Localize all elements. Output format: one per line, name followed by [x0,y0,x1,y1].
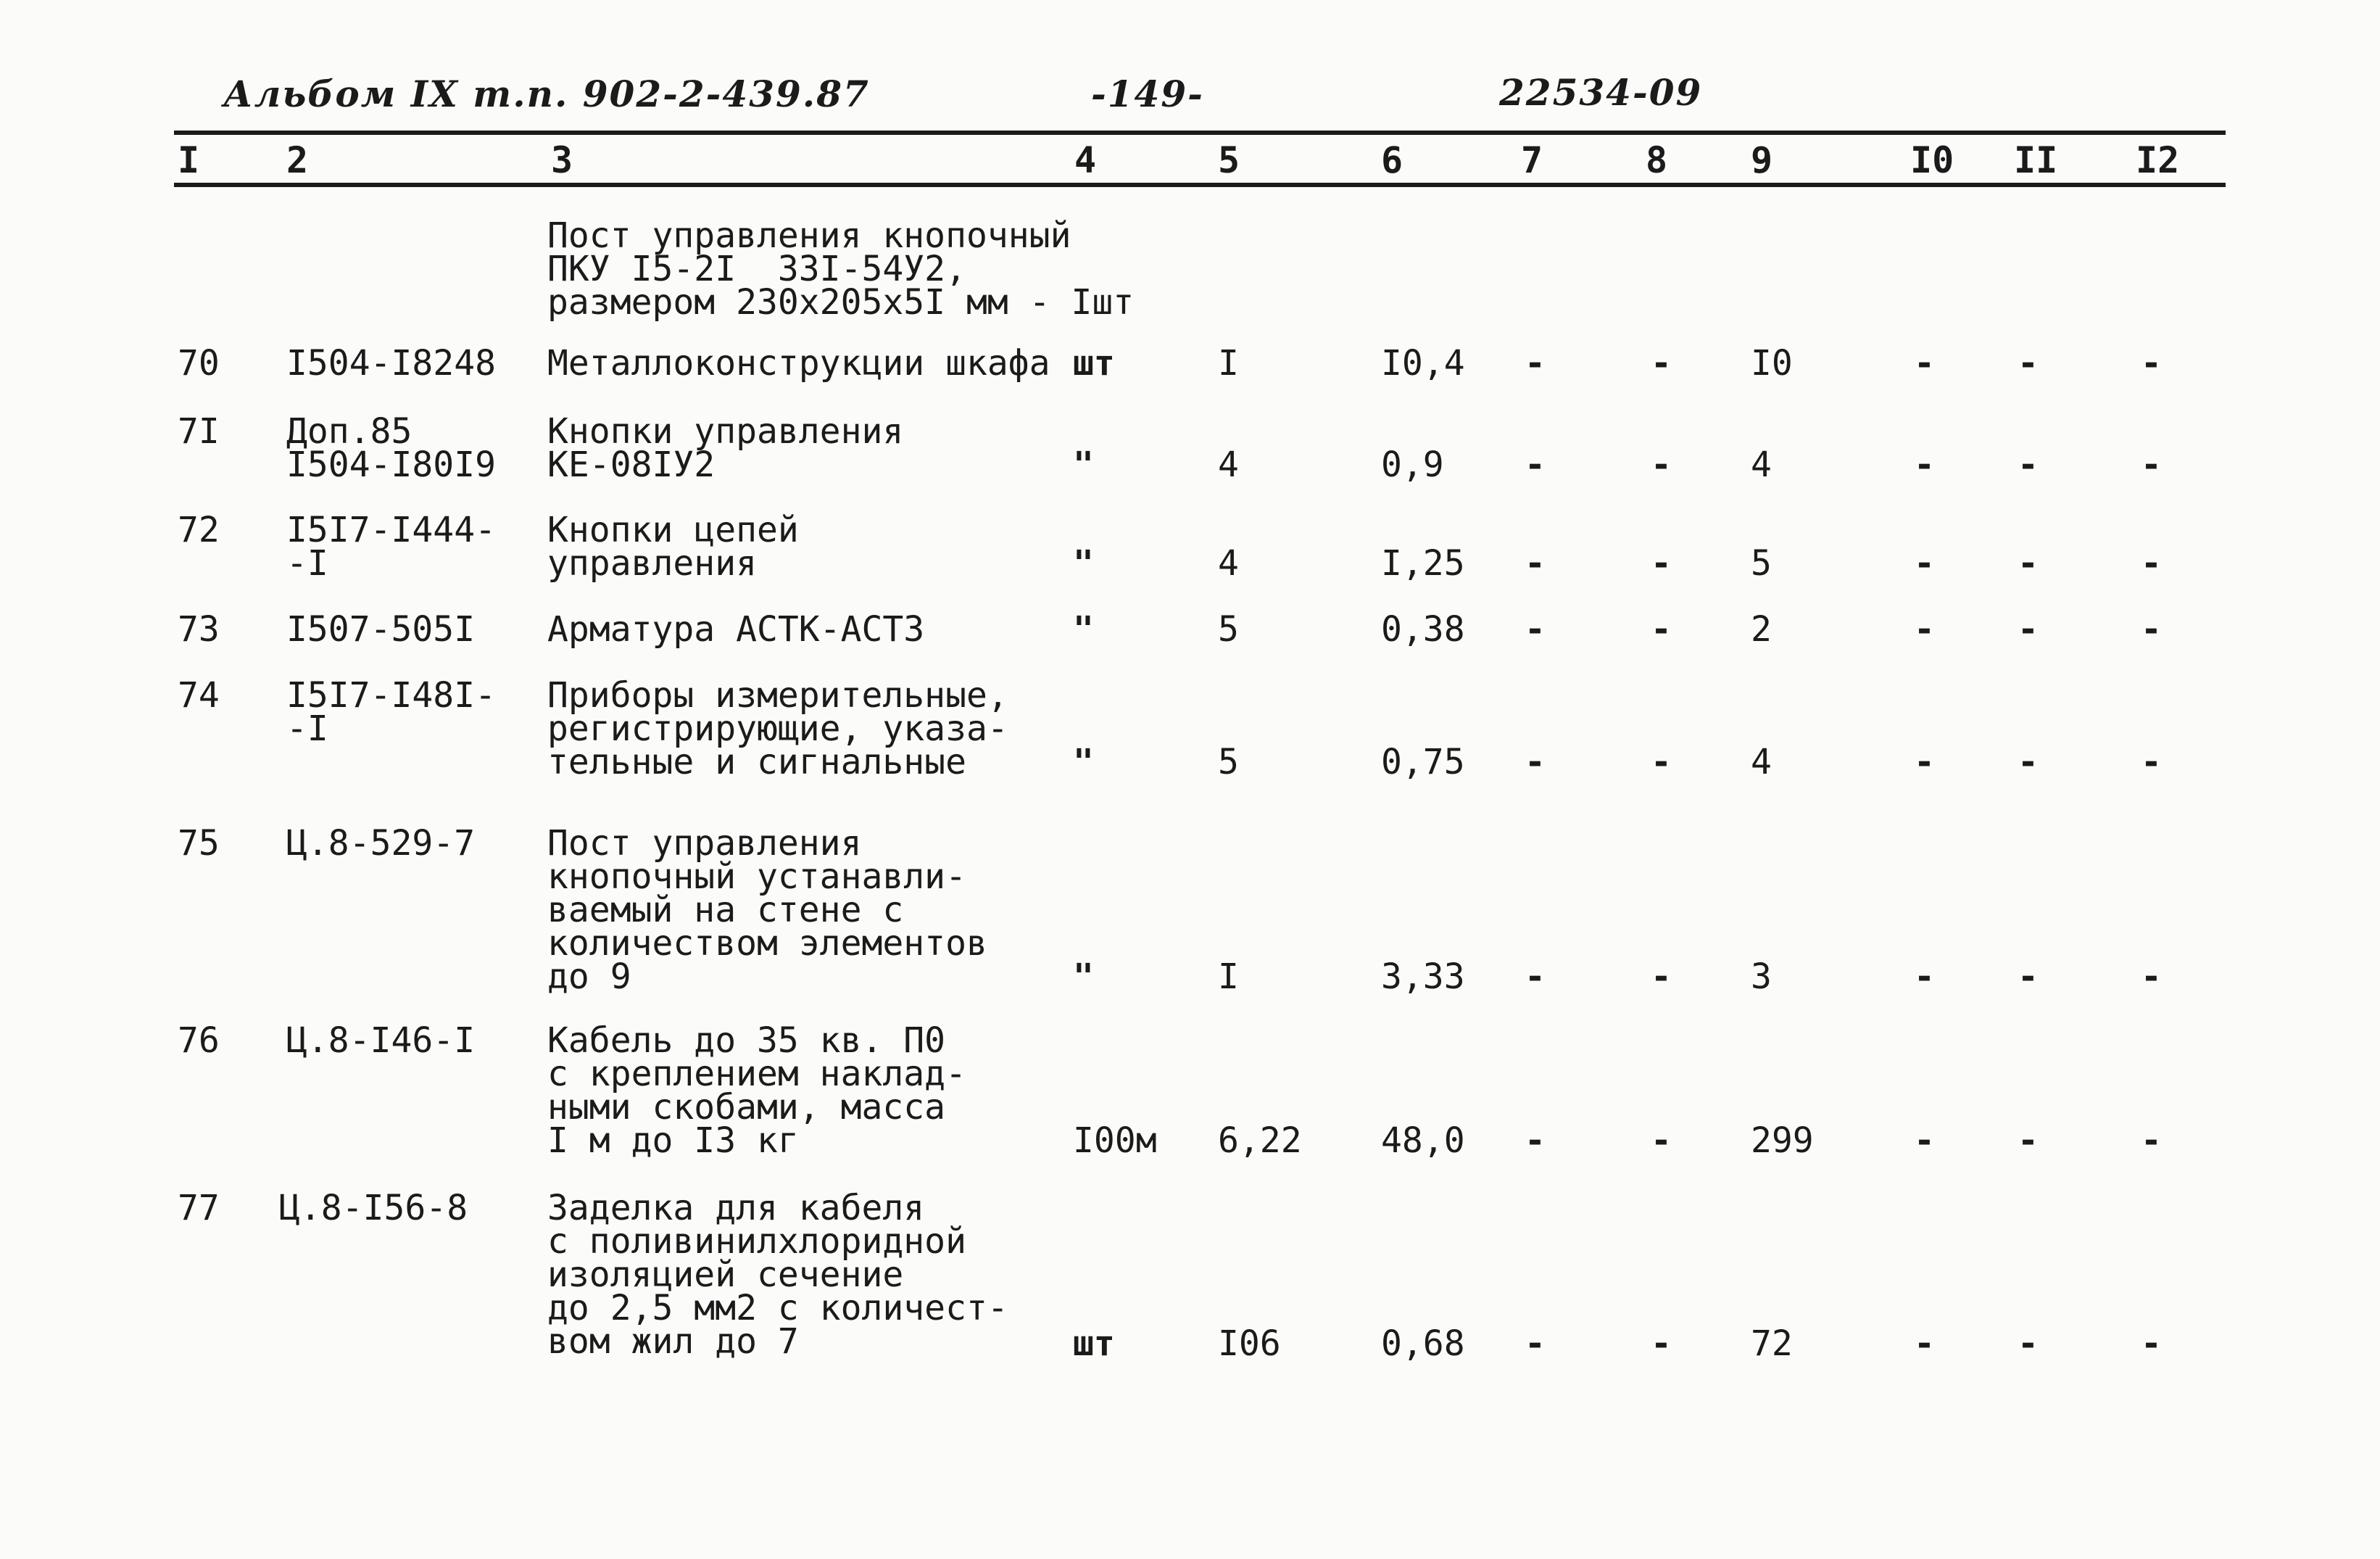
row-73-c9: 2 [1751,609,1772,650]
row-74-c10: - [1914,742,1935,782]
row-73-qty: 5 [1218,609,1239,650]
document-number: 22534-09 [1499,71,1703,114]
row-75-qty: I [1218,956,1239,997]
row-77-c10: - [1914,1323,1935,1364]
row-77-desc: Заделка для кабеля с поливинилхлоридной изоляцией сечение до 2,5 мм2 с количест- вом жил до 7 [547,1188,1008,1362]
row-71-c12: - [2141,444,2162,485]
row-71-c11: - [2018,444,2039,485]
row-77-code: Ц.8-I56-8 [279,1188,468,1228]
column-number-1: I [178,139,200,181]
row-76-c11: - [2018,1120,2039,1161]
row-76-c7: - [1525,1120,1546,1161]
row-72-num: 72 [178,510,220,550]
row-74-desc: Приборы измерительные, регистрирующие, указа- тельные и сигнальные [547,675,1008,782]
row-77-c11: - [2018,1323,2039,1364]
header-top-rule [174,131,2226,135]
row-71-c7: - [1525,444,1546,485]
row-74-c7: - [1525,742,1546,782]
row-70-c10: - [1914,343,1935,384]
column-number-5: 5 [1218,139,1240,181]
column-number-2: 2 [286,139,309,181]
row-76-c6: 48,0 [1381,1120,1465,1161]
row-77-num: 77 [178,1188,220,1228]
row-70-c12: - [2141,343,2162,384]
column-number-3: 3 [551,139,573,181]
row-75-c7: - [1525,956,1546,997]
row-73-desc: Арматура АСТК-АСТЗ [547,609,925,650]
row-72-c8: - [1651,543,1672,584]
row-73-c11: - [2018,609,2039,650]
row-77-c8: - [1651,1323,1672,1364]
row-73-unit: " [1073,609,1094,650]
row-71-c8: - [1651,444,1672,485]
row-76-qty: 6,22 [1218,1120,1302,1161]
row-73-c8: - [1651,609,1672,650]
row-75-c11: - [2018,956,2039,997]
row-77-unit: шт [1073,1323,1115,1364]
row-77-c7: - [1525,1323,1546,1364]
column-number-10: I0 [1910,139,1954,181]
row-74-c12: - [2141,742,2162,782]
row-70-c11: - [2018,343,2039,384]
row-76-code: Ц.8-I46-I [286,1020,476,1061]
row-74-num: 74 [178,675,220,716]
row-75-c9: 3 [1751,956,1772,997]
row-77-c9: 72 [1751,1323,1793,1364]
row-75-desc: Пост управления кнопочный устанавли- ваемый на стене с количеством элементов до 9 [547,823,987,997]
row-73-c10: - [1914,609,1935,650]
row-75-c10: - [1914,956,1935,997]
row-72-c6: I,25 [1381,543,1465,584]
column-number-11: II [2014,139,2058,181]
row-71-num: 7I [178,411,220,452]
column-number-12: I2 [2136,139,2180,181]
row-70-c6: I0,4 [1381,343,1465,384]
column-number-6: 6 [1381,139,1403,181]
row-71-code: Доп.85 I504-I80I9 [286,411,496,485]
row-72-c9: 5 [1751,543,1772,584]
row-70-desc: Металлоконструкции шкафа [547,343,1050,384]
row-70-c9: I0 [1751,343,1793,384]
column-number-8: 8 [1646,139,1668,181]
row-70-num: 70 [178,343,220,384]
row-73-c7: - [1525,609,1546,650]
row-75-code: Ц.8-529-7 [286,823,476,864]
row-74-c11: - [2018,742,2039,782]
row-71-qty: 4 [1218,444,1239,485]
header-bottom-rule [174,183,2226,187]
row-75-c6: 3,33 [1381,956,1465,997]
row-74-qty: 5 [1218,742,1239,782]
row-73-num: 73 [178,609,220,650]
row-76-c9: 299 [1751,1120,1814,1161]
row-72-qty: 4 [1218,543,1239,584]
row-72-c11: - [2018,543,2039,584]
row-75-c8: - [1651,956,1672,997]
row-71-c6: 0,9 [1381,444,1444,485]
column-number-4: 4 [1074,139,1097,181]
row-75-unit: " [1073,956,1094,997]
row-74-c6: 0,75 [1381,742,1465,782]
row-73-code: I507-505I [286,609,476,650]
row-72-unit: " [1073,543,1094,584]
row-70-unit: шт [1073,343,1115,384]
row-72-c12: - [2141,543,2162,584]
row-76-c10: - [1914,1120,1935,1161]
row-76-desc: Кабель до 35 кв. П0 с креплением наклад- ными скобами, масса I м до I3 кг [547,1020,966,1161]
row-75-num: 75 [178,823,220,864]
row-71-c9: 4 [1751,444,1772,485]
row-71-unit: " [1073,444,1094,485]
row-70-c8: - [1651,343,1672,384]
row-74-code: I5I7-I48I- -I [286,675,496,749]
intro-text: Пост управления кнопочный ПКУ I5-2I 33I-54У2, размером 230х205х5I мм - Iшт [547,215,1135,323]
page-number: -149- [1091,73,1204,115]
row-76-num: 76 [178,1020,220,1061]
row-74-c9: 4 [1751,742,1772,782]
row-76-c12: - [2141,1120,2162,1161]
row-75-c12: - [2141,956,2162,997]
row-74-unit: " [1073,742,1094,782]
row-73-c6: 0,38 [1381,609,1465,650]
row-70-code: I504-I8248 [286,343,496,384]
row-70-c7: - [1525,343,1546,384]
row-72-c10: - [1914,543,1935,584]
column-number-9: 9 [1751,139,1773,181]
row-73-c12: - [2141,609,2162,650]
row-72-c7: - [1525,543,1546,584]
row-77-c6: 0,68 [1381,1323,1465,1364]
album-reference: Альбом IX т.п. 902-2-439.87 [223,73,870,115]
row-71-desc: Кнопки управления КЕ-08IУ2 [547,411,904,485]
column-number-7: 7 [1521,139,1543,181]
row-76-unit: I00м [1073,1120,1157,1161]
row-70-qty: I [1218,343,1239,384]
row-74-c8: - [1651,742,1672,782]
row-77-c12: - [2141,1323,2162,1364]
row-72-desc: Кнопки цепей управления [547,510,799,584]
row-71-c10: - [1914,444,1935,485]
row-72-code: I5I7-I444- -I [286,510,496,584]
row-77-qty: I06 [1218,1323,1281,1364]
row-76-c8: - [1651,1120,1672,1161]
